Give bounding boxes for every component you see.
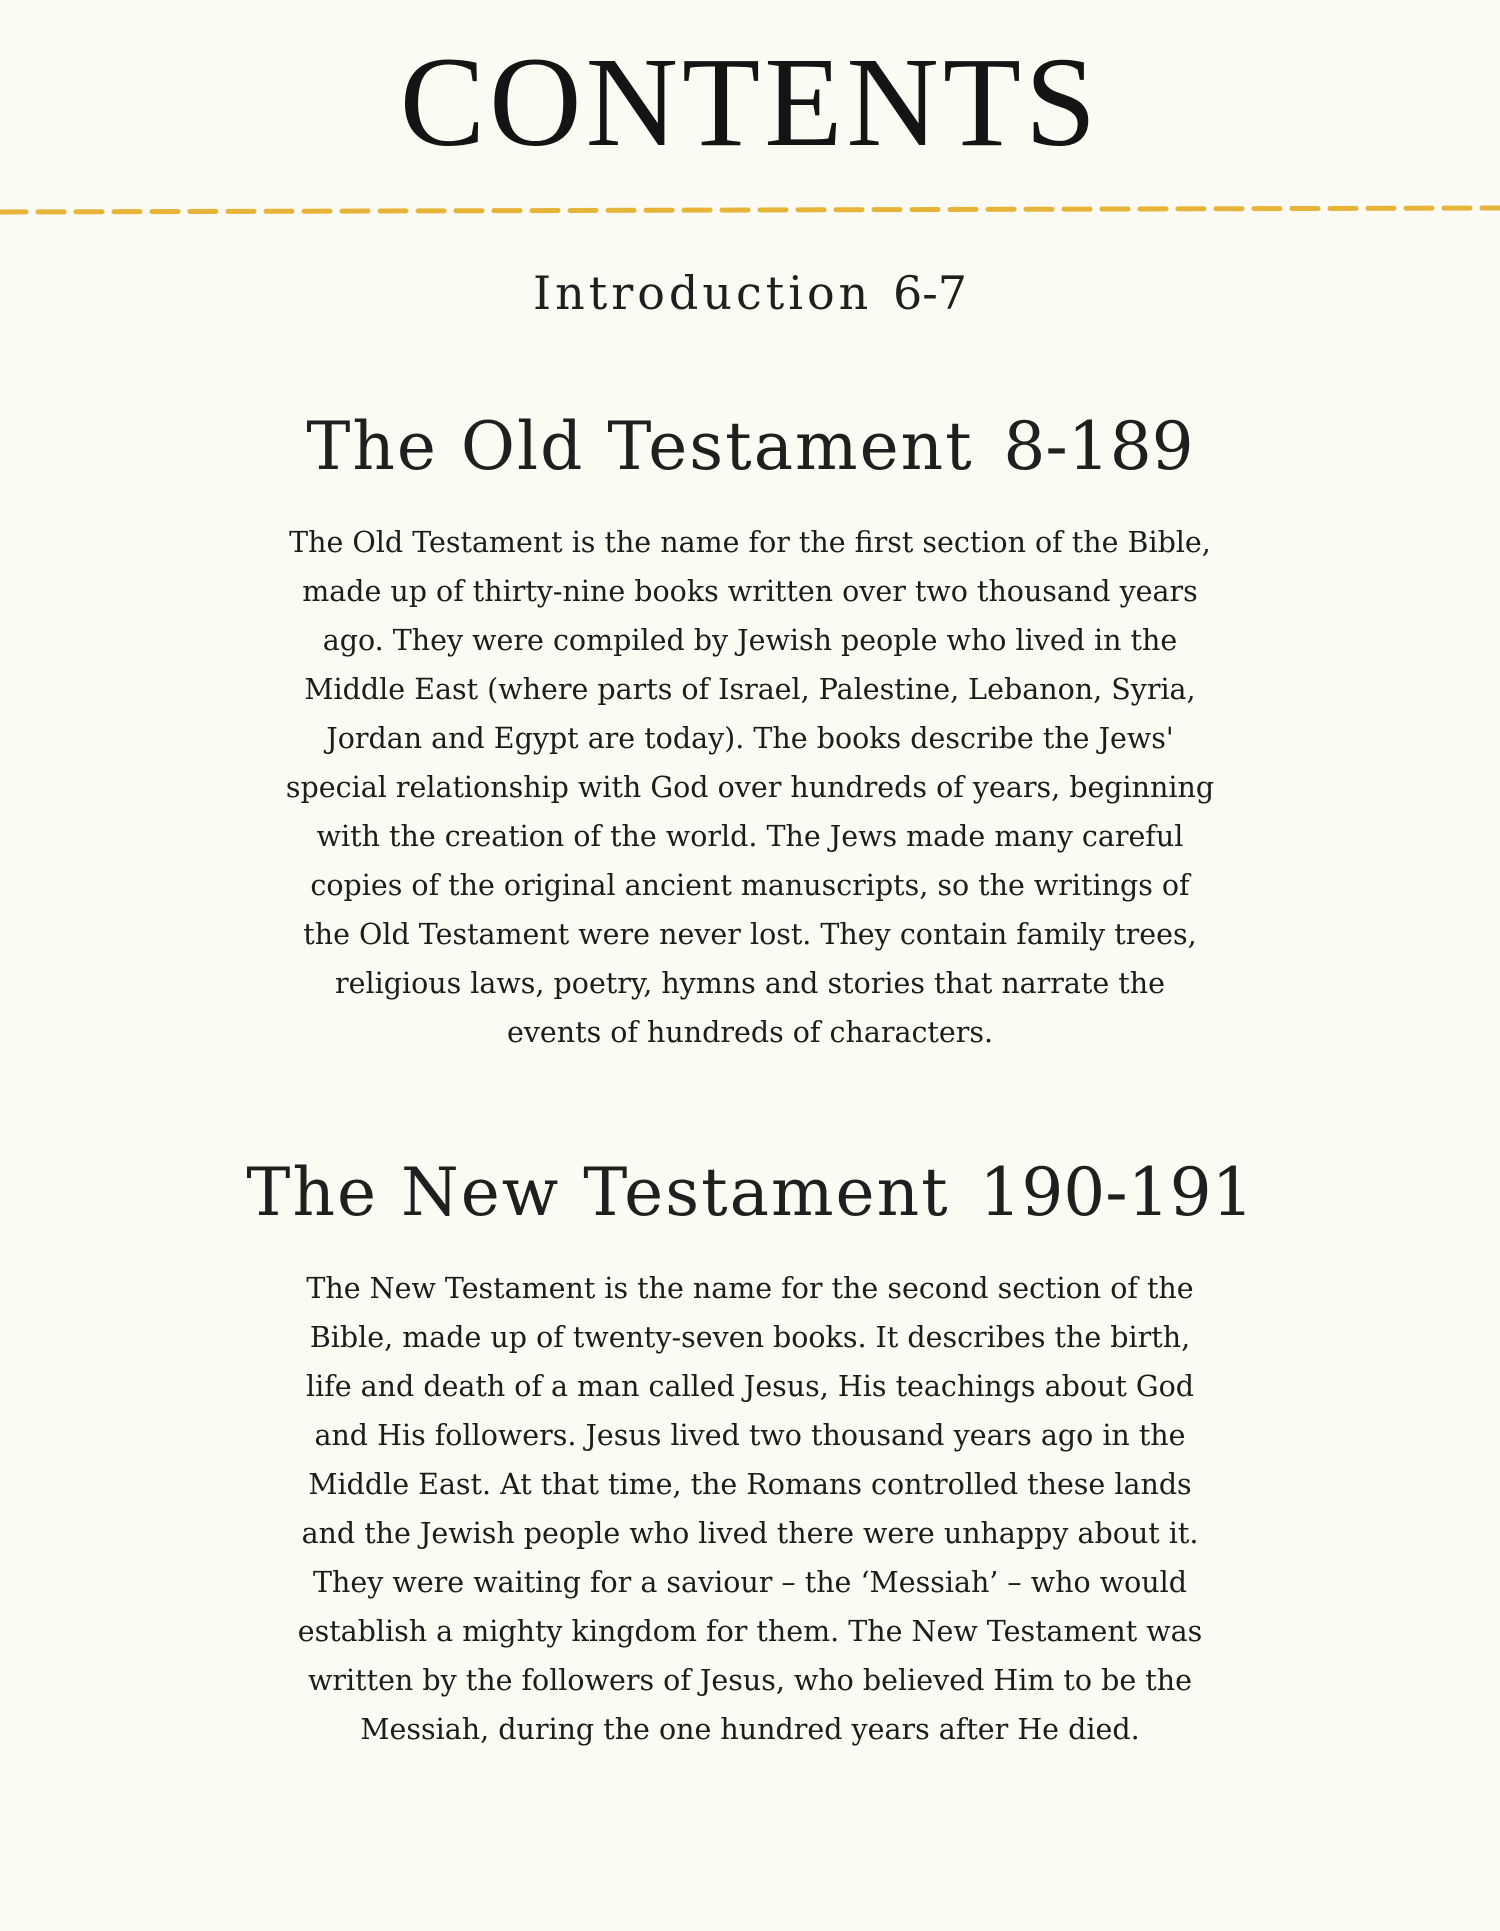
new-testament-line: and His followers. Jesus lived two thousand years ago in the	[314, 1419, 1186, 1452]
new-testament-heading[interactable]	[0, 1154, 1500, 1231]
new-testament-description	[0, 1264, 1500, 1754]
stitch-line	[0, 208, 1500, 212]
new-testament-title: The New Testament	[246, 1154, 950, 1231]
stitched-divider	[0, 202, 1500, 222]
old-testament-line: made up of thirty-nine books written over two thousand years	[302, 575, 1198, 608]
old-testament-line: copies of the original ancient manuscripts, so the writings of	[310, 869, 1190, 902]
old-testament-line: with the creation of the world. The Jews made many careful	[316, 820, 1184, 853]
new-testament-line: The New Testament is the name for the second section of the	[306, 1272, 1194, 1305]
page-title: CONTENTS	[399, 31, 1101, 173]
new-testament-line: Messiah, during the one hundred years after He died.	[360, 1713, 1140, 1746]
old-testament-line: special relationship with God over hundreds of years, beginning	[285, 771, 1215, 804]
introduction-pages: 6-7	[892, 266, 968, 320]
new-testament-pages: 190-191	[979, 1154, 1254, 1231]
new-testament-line: and the Jewish people who lived there were unhappy about it.	[301, 1517, 1199, 1550]
new-testament-line: life and death of a man called Jesus, His teachings about God	[305, 1370, 1195, 1403]
old-testament-line: Middle East (where parts of Israel, Palestine, Lebanon, Syria,	[304, 673, 1196, 706]
new-testament-line: establish a mighty kingdom for them. The New Testament was	[297, 1615, 1203, 1648]
old-testament-line: Jordan and Egypt are today). The books describe the Jews'	[326, 722, 1174, 755]
old-testament-description	[0, 518, 1500, 1057]
old-testament-title: The Old Testament	[306, 408, 974, 485]
new-testament-line: Bible, made up of twenty-seven books. It describes the birth,	[309, 1321, 1191, 1354]
old-testament-pages: 8-189	[1003, 408, 1194, 485]
new-testament-line: They were waiting for a saviour – the ‘Messiah’ – who would	[313, 1566, 1187, 1599]
old-testament-line: events of hundreds of characters.	[506, 1016, 994, 1049]
old-testament-line: ago. They were compiled by Jewish people who lived in the	[322, 624, 1178, 657]
old-testament-heading[interactable]	[0, 408, 1500, 485]
introduction-title: Introduction	[532, 266, 873, 320]
new-testament-line: written by the followers of Jesus, who believed Him to be the	[308, 1664, 1192, 1697]
old-testament-line: The Old Testament is the name for the first section of the Bible,	[289, 526, 1211, 559]
old-testament-line: religious laws, poetry, hymns and stories that narrate the	[335, 967, 1165, 1000]
old-testament-line: the Old Testament were never lost. They contain family trees,	[303, 918, 1197, 951]
introduction-heading[interactable]	[0, 266, 1500, 320]
new-testament-line: Middle East. At that time, the Romans controlled these lands	[308, 1468, 1192, 1501]
